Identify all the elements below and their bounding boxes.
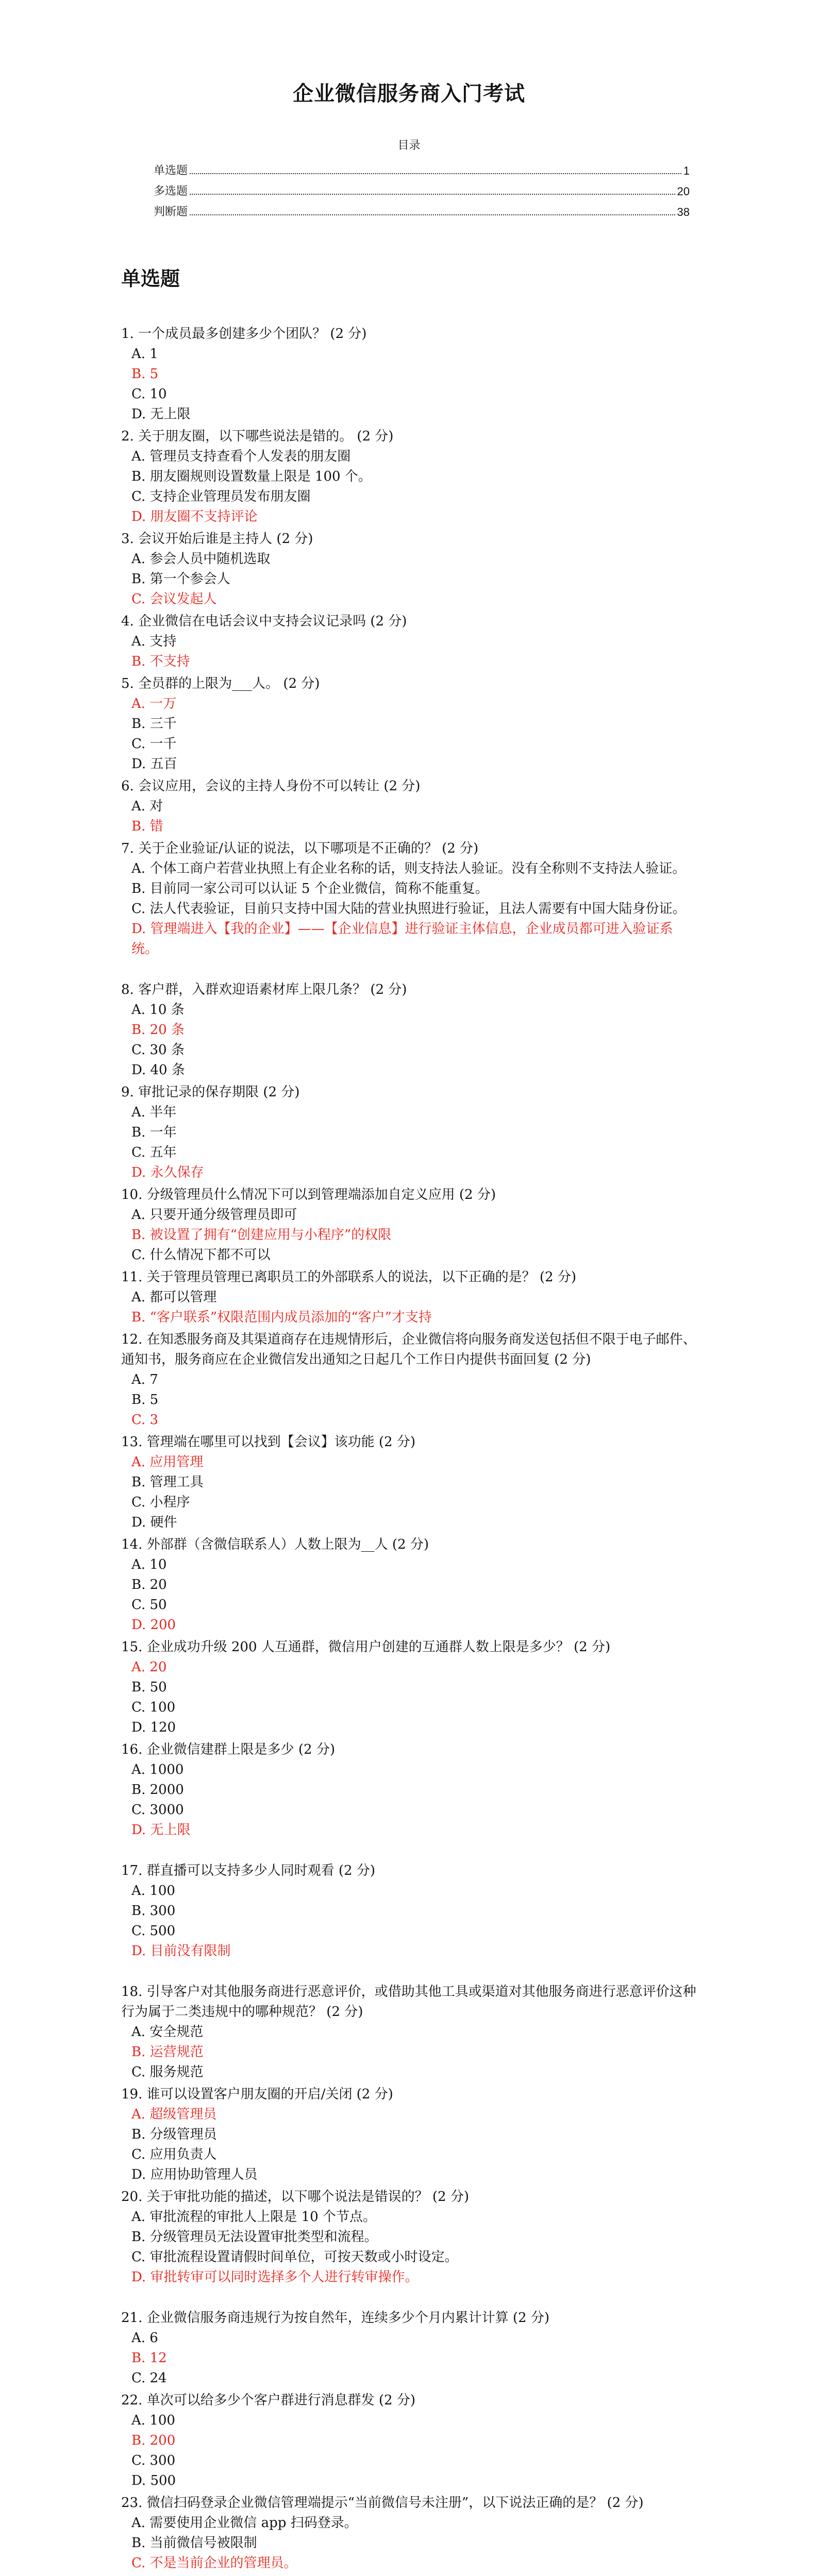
answer-option-correct: B. 20 条 [131, 1022, 185, 1038]
toc-entry[interactable] [154, 157, 690, 178]
answer-option: A. 审批流程的审批人上限是 10 个节点。 [131, 2209, 376, 2225]
answer-option: C. 500 [131, 1923, 176, 1939]
question-text: 4. 企业微信在电话会议中支持会议记录吗 (2 分) [121, 614, 407, 629]
answer-option-correct: D. 200 [131, 1617, 176, 1633]
answer-option: B. 分级管理员无法设置审批类型和流程。 [131, 2229, 378, 2245]
question-item [121, 1637, 698, 1738]
answer-option: A. 对 [131, 799, 163, 814]
question-text: 1. 一个成员最多创建多少个团队？ (2 分) [121, 326, 367, 342]
question-list [121, 322, 698, 2576]
answer-option: A. 需要使用企业微信 app 扫码登录。 [131, 2515, 358, 2531]
question-text: 8. 客户群，入群欢迎语素材库上限几条？ (2 分) [121, 982, 407, 997]
answer-option: B. 20 [131, 1577, 167, 1592]
toc-leader-dots [190, 194, 675, 195]
answer-option: A. 1000 [131, 1762, 184, 1777]
answer-option-correct: C. 不是当前企业的管理员。 [131, 2555, 297, 2571]
answer-option: B. 管理工具 [131, 1475, 204, 1490]
question-item [121, 1740, 698, 1840]
question-text: 16. 企业微信建群上限是多少 (2 分) [121, 1742, 335, 1757]
toc-leader-dots [190, 214, 675, 215]
answer-option: B. 目前同一家公司可以认证 5 个企业微信，简称不能重复。 [131, 881, 489, 896]
toc-entry-label: 判断题 [154, 206, 188, 218]
question-item [121, 776, 698, 837]
answer-option-correct: B. 错 [131, 819, 163, 834]
answer-option: C. 30 条 [131, 1042, 185, 1058]
answer-option: D. 五百 [131, 756, 177, 772]
answer-option: C. 应用负责人 [131, 2147, 217, 2162]
answer-option: D. 500 [131, 2473, 176, 2488]
answer-option: A. 1 [131, 346, 158, 362]
question-text: 9. 审批记录的保存期限 (2 分) [121, 1084, 300, 1100]
question-text: 14. 外部群（含微信联系人）人数上限为__人 (2 分) [121, 1537, 429, 1552]
answer-option: A. 100 [131, 1883, 175, 1899]
answer-option: B. 第一个参会人 [131, 571, 230, 587]
question-text: 2. 关于朋友圈，以下哪些说法是错的。 (2 分) [121, 429, 394, 444]
answer-option-correct: B. 运营规范 [131, 2044, 204, 2060]
answer-option: B. 5 [131, 1392, 159, 1408]
answer-option-correct: B. 被设置了拥有“创建应用与小程序”的权限 [131, 1227, 392, 1243]
toc-entry-page: 38 [677, 206, 690, 218]
answer-option: A. 管理员支持查看个人发表的朋友圈 [131, 449, 351, 464]
document-title: 企业微信服务商入门考试 [293, 81, 525, 106]
question-item [121, 2187, 698, 2287]
question-text: 6. 会议应用，会议的主持人身份不可以转让 (2 分) [121, 778, 421, 794]
answer-option: A. 半年 [131, 1105, 177, 1120]
question-text: 19. 谁可以设置客户朋友圈的开启/关闭 (2 分) [121, 2087, 393, 2102]
question-item [121, 1267, 698, 1328]
answer-option-correct: D. 管理端进入【我的企业】——【企业信息】进行验证主体信息，企业成员都可进入验证系统。 [131, 921, 673, 957]
question-text: 10. 分级管理员什么情况下可以到管理端添加自定义应用 (2 分) [121, 1187, 496, 1202]
answer-option: A. 参会人员中随机选取 [131, 551, 271, 567]
question-item [121, 1185, 698, 1265]
question-item [121, 2391, 698, 2491]
answer-option: B. 当前微信号被限制 [131, 2535, 257, 2551]
answer-option-correct: C. 会议发起人 [131, 591, 217, 607]
answer-option-correct: D. 目前没有限制 [131, 1943, 231, 1959]
answer-option-correct: A. 应用管理 [131, 1454, 204, 1470]
toc-entry-label: 单选题 [154, 164, 188, 177]
answer-option-correct: B. 200 [131, 2433, 176, 2448]
answer-option-correct: D. 朋友圈不支持评论 [131, 509, 258, 524]
question-item [121, 324, 698, 425]
answer-option: A. 10 条 [131, 1002, 185, 1018]
answer-option [121, 2573, 698, 2576]
toc-entry-page: 1 [683, 164, 690, 177]
answer-option: C. 50 [131, 1597, 167, 1613]
question-item [121, 1982, 698, 2082]
question-text: 5. 全员群的上限为___人。 (2 分) [121, 676, 320, 691]
question-item [121, 612, 698, 672]
question-item [121, 1082, 698, 1183]
question-item [121, 839, 698, 959]
question-text: 13. 管理端在哪里可以找到【会议】该功能 (2 分) [121, 1434, 415, 1450]
answer-option: D. 40 条 [131, 1062, 185, 1078]
answer-option: C. 什么情况下都不可以 [131, 1247, 271, 1263]
question-text: 7. 关于企业验证/认证的说法，以下哪项是不正确的？ (2 分) [121, 841, 479, 856]
question-text: 11. 关于管理员管理已离职员工的外部联系人的说法，以下正确的是？ (2 分) [121, 1269, 576, 1285]
answer-option: B. 朋友圈规则设置数量上限是 100 个。 [131, 469, 372, 484]
table-of-contents [154, 157, 690, 219]
answer-option: C. 300 [131, 2453, 176, 2468]
toc-entry[interactable] [154, 198, 690, 219]
answer-option: D. 应用协助管理人员 [131, 2167, 258, 2182]
answer-option: B. 300 [131, 1903, 176, 1919]
toc-entry-page: 20 [677, 185, 690, 198]
answer-option: A. 10 [131, 1557, 167, 1572]
question-item [121, 1330, 698, 1430]
question-item [121, 427, 698, 527]
answer-option: D. 无上限 [131, 406, 191, 422]
question-text: 3. 会议开始后谁是主持人 (2 分) [121, 531, 313, 547]
answer-option-correct: D. 永久保存 [131, 1165, 204, 1180]
answer-option: D. 硬件 [131, 1515, 177, 1530]
question-item [121, 2308, 698, 2388]
answer-option: C. 法人代表验证，目前只支持中国大陆的营业执照进行验证，且法人需要有中国大陆身份证。 [131, 901, 686, 917]
answer-option-correct: C. 3 [131, 1412, 159, 1428]
answer-option: C. 3000 [131, 1802, 184, 1818]
question-text: 22. 单次可以给多少个客户群进行消息群发 (2 分) [121, 2393, 415, 2408]
answer-option: C. 五年 [131, 1145, 177, 1160]
answer-option: A. 个体工商户若营业执照上有企业名称的话，则支持法人验证。没有全称则不支持法人验证。 [131, 861, 686, 876]
question-text: 12. 在知悉服务商及其渠道商存在违规情形后，企业微信将向服务商发送包括但不限于电子邮件、通知书，服务商应在企业微信发出通知之日起几个工作日内提供书面回复 (2 分) [121, 1332, 696, 1367]
answer-option: A. 安全规范 [131, 2024, 204, 2040]
answer-option-correct: B. 12 [131, 2350, 167, 2366]
toc-heading: 目录 [397, 139, 421, 152]
answer-option-correct: D. 审批转审可以同时选择多个人进行转审操作。 [131, 2269, 419, 2285]
answer-option-correct: D. 无上限 [131, 1822, 191, 1838]
answer-option: C. 24 [131, 2370, 167, 2386]
answer-option: B. 三千 [131, 716, 177, 732]
toc-leader-dots [190, 173, 681, 174]
answer-option: A. 只要开通分级管理员即可 [131, 1207, 297, 1223]
question-text: 21. 企业微信服务商违规行为按自然年，连续多少个月内累计计算 (2 分) [121, 2310, 549, 2326]
question-text: 20. 关于审批功能的描述，以下哪个说法是错误的？ (2 分) [121, 2189, 469, 2205]
answer-option: A. 支持 [131, 634, 177, 649]
section-title: 单选题 [121, 267, 180, 290]
answer-option: C. 小程序 [131, 1495, 190, 1510]
question-item [121, 1432, 698, 1533]
answer-option: A. 都可以管理 [131, 1290, 217, 1305]
answer-option: C. 支持企业管理员发布朋友圈 [131, 489, 311, 504]
question-item [121, 2084, 698, 2185]
answer-option-correct: B. 5 [131, 366, 159, 382]
answer-option: A. 7 [131, 1372, 158, 1387]
question-item [121, 980, 698, 1080]
question-item [121, 1535, 698, 1635]
question-item [121, 1861, 698, 1961]
answer-option: B. 一年 [131, 1125, 177, 1140]
answer-option: C. 一千 [131, 736, 177, 752]
answer-option-correct: A. 超级管理员 [131, 2107, 217, 2122]
question-text: 23. 微信扫码登录企业微信管理端提示“当前微信号未注册”，以下说法正确的是？ (2 分) [121, 2495, 644, 2511]
answer-option: B. 2000 [131, 1782, 184, 1798]
question-item [121, 2493, 698, 2576]
question-item [121, 529, 698, 609]
answer-option: C. 10 [131, 386, 167, 402]
question-text: 15. 企业成功升级 200 人互通群，微信用户创建的互通群人数上限是多少？ (2 分) [121, 1639, 611, 1655]
answer-option: A. 100 [131, 2413, 175, 2428]
answer-option-correct: A. 一万 [131, 696, 177, 711]
question-text: 17. 群直播可以支持多少人同时观看 (2 分) [121, 1863, 375, 1878]
answer-option: C. 服务规范 [131, 2064, 204, 2080]
answer-option-correct: A. 20 [131, 1659, 167, 1675]
answer-option: A. 6 [131, 2330, 158, 2346]
answer-option: C. 审批流程设置请假时间单位，可按天数或小时设定。 [131, 2249, 458, 2265]
answer-option: B. 50 [131, 1680, 167, 1695]
answer-option: B. 分级管理员 [131, 2127, 217, 2142]
answer-option: D. 120 [131, 1720, 176, 1735]
answer-option-correct: B. 不支持 [131, 654, 190, 669]
answer-option: C. 100 [131, 1700, 176, 1715]
toc-entry-label: 多选题 [154, 185, 188, 198]
toc-entry[interactable] [154, 178, 690, 198]
question-text: 18. 引导客户对其他服务商进行恶意评价，或借助其他工具或渠道对其他服务商进行恶意评价这种行为属于二类违规中的哪种规范？ (2 分) [121, 1984, 696, 2020]
question-item [121, 674, 698, 774]
answer-option-correct: B. “客户联系”权限范围内成员添加的“客户”才支持 [131, 1310, 432, 1325]
